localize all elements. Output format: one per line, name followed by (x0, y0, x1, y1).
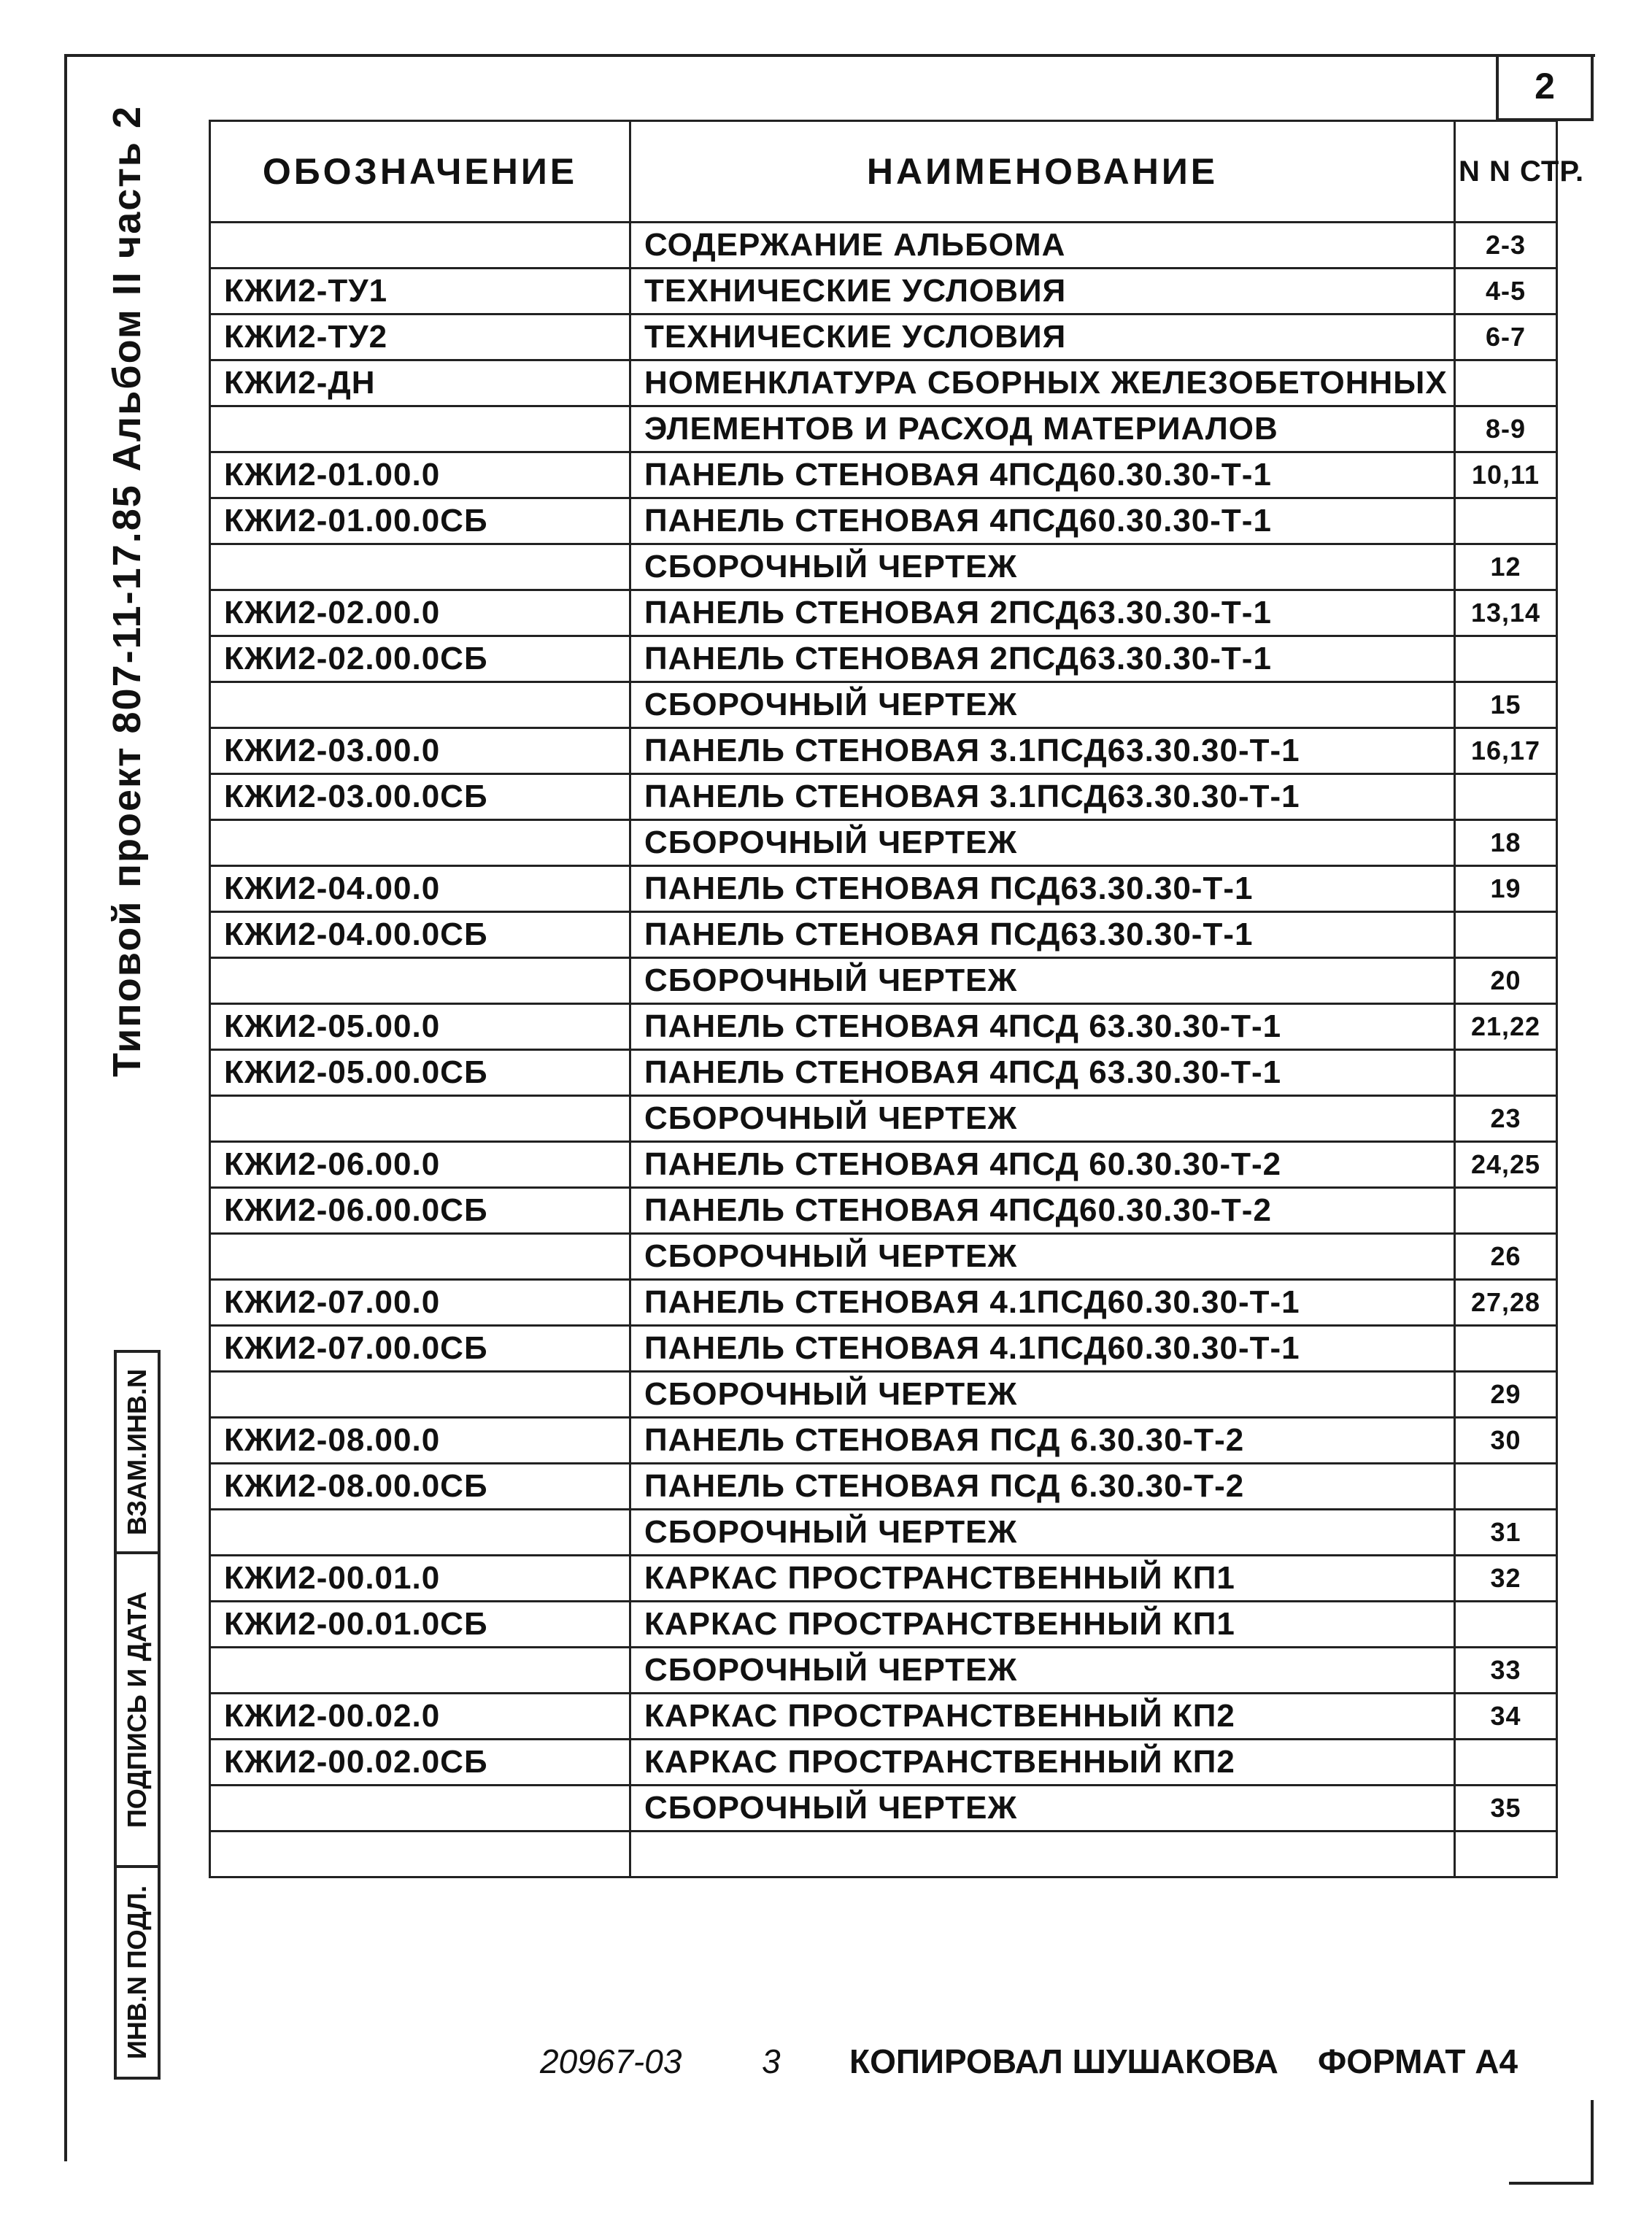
footer-doc-number: 20967-03 (540, 2042, 682, 2080)
table-row (210, 544, 1557, 590)
cell-page (1455, 1326, 1557, 1372)
cell-page (1455, 912, 1557, 958)
table-row (210, 498, 1557, 544)
cell-designation: КЖИ2-00.01.0 (210, 1556, 630, 1602)
table-row (210, 1602, 1557, 1648)
cell-designation: КЖИ2-02.00.0СБ (210, 636, 630, 682)
contents-table (209, 120, 1585, 1878)
footer-page: 3 (762, 2042, 781, 2080)
cell-page (1455, 498, 1557, 544)
table-row (210, 1050, 1557, 1096)
table-row (210, 682, 1557, 728)
cell-page: 30 (1455, 1418, 1557, 1464)
cell-page (1455, 360, 1557, 406)
cell-designation (210, 820, 630, 866)
cell-name: ПАНЕЛЬ СТЕНОВАЯ ПСД 6.30.30-Т-2 (630, 1464, 1455, 1510)
corner-line-vertical (1591, 2100, 1594, 2185)
cell-designation (210, 1832, 630, 1877)
cell-designation (210, 958, 630, 1004)
table-row (210, 958, 1557, 1004)
corner-line (1509, 2182, 1594, 2185)
cell-designation: КЖИ2-08.00.0 (210, 1418, 630, 1464)
cell-designation: КЖИ2-08.00.0СБ (210, 1464, 630, 1510)
cell-name: ПАНЕЛЬ СТЕНОВАЯ ПСД63.30.30-Т-1 (630, 912, 1455, 958)
header-designation: ОБОЗНАЧЕНИЕ (210, 121, 630, 223)
table-row (210, 590, 1557, 636)
cell-page (1455, 774, 1557, 820)
cell-name: СОДЕРЖАНИЕ АЛЬБОМА (630, 223, 1455, 269)
cell-name: СБОРОЧНЫЙ ЧЕРТЕЖ (630, 682, 1455, 728)
cell-page: 2-3 (1455, 223, 1557, 269)
stamp-inv-podl: ИНВ.N ПОДЛ. (117, 1865, 158, 2077)
sheet-number: 2 (1496, 54, 1594, 121)
cell-name: КАРКАС ПРОСТРАНСТВЕННЫЙ КП1 (630, 1556, 1455, 1602)
table-row (210, 774, 1557, 820)
cell-name: ПАНЕЛЬ СТЕНОВАЯ 4ПСД60.30.30-Т-1 (630, 452, 1455, 498)
cell-designation: КЖИ2-04.00.0СБ (210, 912, 630, 958)
table-row (210, 912, 1557, 958)
cell-designation (210, 1786, 630, 1832)
cell-designation: КЖИ2-00.01.0СБ (210, 1602, 630, 1648)
cell-name: ПАНЕЛЬ СТЕНОВАЯ 3.1ПСД63.30.30-Т-1 (630, 774, 1455, 820)
cell-name: ПАНЕЛЬ СТЕНОВАЯ 4.1ПСД60.30.30-Т-1 (630, 1280, 1455, 1326)
table-row (210, 1326, 1557, 1372)
cell-name: СБОРОЧНЫЙ ЧЕРТЕЖ (630, 958, 1455, 1004)
cell-page: 18 (1455, 820, 1557, 866)
table-body (210, 223, 1557, 1877)
cell-page: 21,22 (1455, 1004, 1557, 1050)
cell-name: СБОРОЧНЫЙ ЧЕРТЕЖ (630, 1234, 1455, 1280)
cell-page: 20 (1455, 958, 1557, 1004)
cell-name: СБОРОЧНЫЙ ЧЕРТЕЖ (630, 820, 1455, 866)
table-row (210, 452, 1557, 498)
stamp-vzam-inv: ВЗАМ.ИНВ.N (122, 1369, 152, 1535)
table-row (210, 1786, 1557, 1832)
cell-designation: КЖИ2-02.00.0 (210, 590, 630, 636)
cell-page: 26 (1455, 1234, 1557, 1280)
cell-page: 4-5 (1455, 269, 1557, 314)
footer-copied-by: КОПИРОВАЛ ШУШАКОВА (849, 2042, 1278, 2080)
cell-designation: КЖИ2-07.00.0СБ (210, 1326, 630, 1372)
table-row (210, 1418, 1557, 1464)
table-row (210, 1464, 1557, 1510)
cell-page: 23 (1455, 1096, 1557, 1142)
cell-page (1455, 1602, 1557, 1648)
cell-designation: КЖИ2-05.00.0СБ (210, 1050, 630, 1096)
table-row (210, 1234, 1557, 1280)
cell-designation (210, 223, 630, 269)
table-row (210, 1096, 1557, 1142)
cell-designation (210, 1510, 630, 1556)
cell-page (1455, 636, 1557, 682)
table-row (210, 866, 1557, 912)
table-row (210, 1188, 1557, 1234)
cell-name: ЭЛЕМЕНТОВ И РАСХОД МАТЕРИАЛОВ (630, 406, 1455, 452)
cell-page: 6-7 (1455, 314, 1557, 360)
table-row (210, 636, 1557, 682)
table-row (210, 360, 1557, 406)
cell-name: ПАНЕЛЬ СТЕНОВАЯ 4ПСД 63.30.30-Т-1 (630, 1050, 1455, 1096)
cell-designation: КЖИ2-ТУ1 (210, 269, 630, 314)
cell-page: 13,14 (1455, 590, 1557, 636)
cell-designation (210, 406, 630, 452)
cell-page: 31 (1455, 1510, 1557, 1556)
table-row (210, 820, 1557, 866)
cell-name: ПАНЕЛЬ СТЕНОВАЯ ПСД 6.30.30-Т-2 (630, 1418, 1455, 1464)
table-row (210, 1372, 1557, 1418)
table-row (210, 1142, 1557, 1188)
table-row (210, 1510, 1557, 1556)
cell-page (1455, 1832, 1557, 1877)
cell-name: СБОРОЧНЫЙ ЧЕРТЕЖ (630, 1786, 1455, 1832)
cell-designation: КЖИ2-07.00.0 (210, 1280, 630, 1326)
cell-name: КАРКАС ПРОСТРАНСТВЕННЫЙ КП1 (630, 1602, 1455, 1648)
table-row (210, 728, 1557, 774)
cell-page: 35 (1455, 1786, 1557, 1832)
cell-designation: КЖИ2-01.00.0 (210, 452, 630, 498)
cell-page (1455, 1464, 1557, 1510)
table-row (210, 269, 1557, 314)
cell-name: ПАНЕЛЬ СТЕНОВАЯ 4ПСД60.30.30-Т-1 (630, 498, 1455, 544)
cell-name: ПАНЕЛЬ СТЕНОВАЯ 2ПСД63.30.30-Т-1 (630, 590, 1455, 636)
cell-name: ПАНЕЛЬ СТЕНОВАЯ 2ПСД63.30.30-Т-1 (630, 636, 1455, 682)
cell-page: 27,28 (1455, 1280, 1557, 1326)
cell-designation: КЖИ2-06.00.0СБ (210, 1188, 630, 1234)
cell-designation (210, 1648, 630, 1694)
cell-name: ТЕХНИЧЕСКИЕ УСЛОВИЯ (630, 269, 1455, 314)
cell-name: ПАНЕЛЬ СТЕНОВАЯ 3.1ПСД63.30.30-Т-1 (630, 728, 1455, 774)
cell-designation (210, 1096, 630, 1142)
table-row (210, 1648, 1557, 1694)
cell-designation: КЖИ2-03.00.0СБ (210, 774, 630, 820)
side-title: Типовой проект 807-11-17.85 Альбом II часть 2 (105, 105, 149, 1077)
cell-designation: КЖИ2-04.00.0 (210, 866, 630, 912)
cell-page: 15 (1455, 682, 1557, 728)
cell-page: 24,25 (1455, 1142, 1557, 1188)
cell-page: 34 (1455, 1694, 1557, 1740)
cell-page: 12 (1455, 544, 1557, 590)
cell-name: ПАНЕЛЬ СТЕНОВАЯ ПСД63.30.30-Т-1 (630, 866, 1455, 912)
footer-format: ФОРМАТ А4 (1318, 2042, 1518, 2080)
cell-page: 32 (1455, 1556, 1557, 1602)
cell-name: СБОРОЧНЫЙ ЧЕРТЕЖ (630, 1096, 1455, 1142)
cell-page: 33 (1455, 1648, 1557, 1694)
cell-name: ТЕХНИЧЕСКИЕ УСЛОВИЯ (630, 314, 1455, 360)
table-row (210, 223, 1557, 269)
table-row (210, 1832, 1557, 1877)
cell-designation (210, 544, 630, 590)
cell-name: НОМЕНКЛАТУРА СБОРНЫХ ЖЕЛЕЗОБЕТОННЫХ (630, 360, 1455, 406)
cell-designation: КЖИ2-06.00.0 (210, 1142, 630, 1188)
cell-name: СБОРОЧНЫЙ ЧЕРТЕЖ (630, 1648, 1455, 1694)
cell-name: ПАНЕЛЬ СТЕНОВАЯ 4ПСД 60.30.30-Т-2 (630, 1142, 1455, 1188)
side-stamp (114, 1350, 161, 2080)
cell-name: СБОРОЧНЫЙ ЧЕРТЕЖ (630, 544, 1455, 590)
table-row (210, 1694, 1557, 1740)
cell-designation: КЖИ2-ДН (210, 360, 630, 406)
cell-page: 19 (1455, 866, 1557, 912)
table-row (210, 1556, 1557, 1602)
cell-designation (210, 1234, 630, 1280)
cell-page (1455, 1188, 1557, 1234)
cell-designation: КЖИ2-03.00.0 (210, 728, 630, 774)
cell-designation (210, 682, 630, 728)
stamp-podpis-data: ПОДПИСЬ И ДАТА (117, 1551, 158, 1865)
cell-page: 10,11 (1455, 452, 1557, 498)
cell-page (1455, 1740, 1557, 1786)
cell-name: СБОРОЧНЫЙ ЧЕРТЕЖ (630, 1372, 1455, 1418)
cell-name: СБОРОЧНЫЙ ЧЕРТЕЖ (630, 1510, 1455, 1556)
table-row (210, 1280, 1557, 1326)
cell-designation: КЖИ2-00.02.0СБ (210, 1740, 630, 1786)
header-name: НАИМЕНОВАНИЕ (630, 121, 1455, 223)
table-header-row (210, 121, 1557, 223)
cell-designation (210, 1372, 630, 1418)
table-row (210, 406, 1557, 452)
cell-name: ПАНЕЛЬ СТЕНОВАЯ 4.1ПСД60.30.30-Т-1 (630, 1326, 1455, 1372)
table-row (210, 1740, 1557, 1786)
header-page: N N СТР. (1455, 121, 1557, 223)
cell-name: КАРКАС ПРОСТРАНСТВЕННЫЙ КП2 (630, 1694, 1455, 1740)
cell-name: КАРКАС ПРОСТРАНСТВЕННЫЙ КП2 (630, 1740, 1455, 1786)
cell-page (1455, 1050, 1557, 1096)
cell-name: ПАНЕЛЬ СТЕНОВАЯ 4ПСД60.30.30-Т-2 (630, 1188, 1455, 1234)
cell-designation: КЖИ2-05.00.0 (210, 1004, 630, 1050)
cell-page: 29 (1455, 1372, 1557, 1418)
table-row (210, 1004, 1557, 1050)
cell-designation: КЖИ2-01.00.0СБ (210, 498, 630, 544)
cell-designation: КЖИ2-ТУ2 (210, 314, 630, 360)
cell-name: ПАНЕЛЬ СТЕНОВАЯ 4ПСД 63.30.30-Т-1 (630, 1004, 1455, 1050)
cell-name (630, 1832, 1455, 1877)
cell-designation: КЖИ2-00.02.0 (210, 1694, 630, 1740)
cell-page: 16,17 (1455, 728, 1557, 774)
table-row (210, 314, 1557, 360)
cell-page: 8-9 (1455, 406, 1557, 452)
